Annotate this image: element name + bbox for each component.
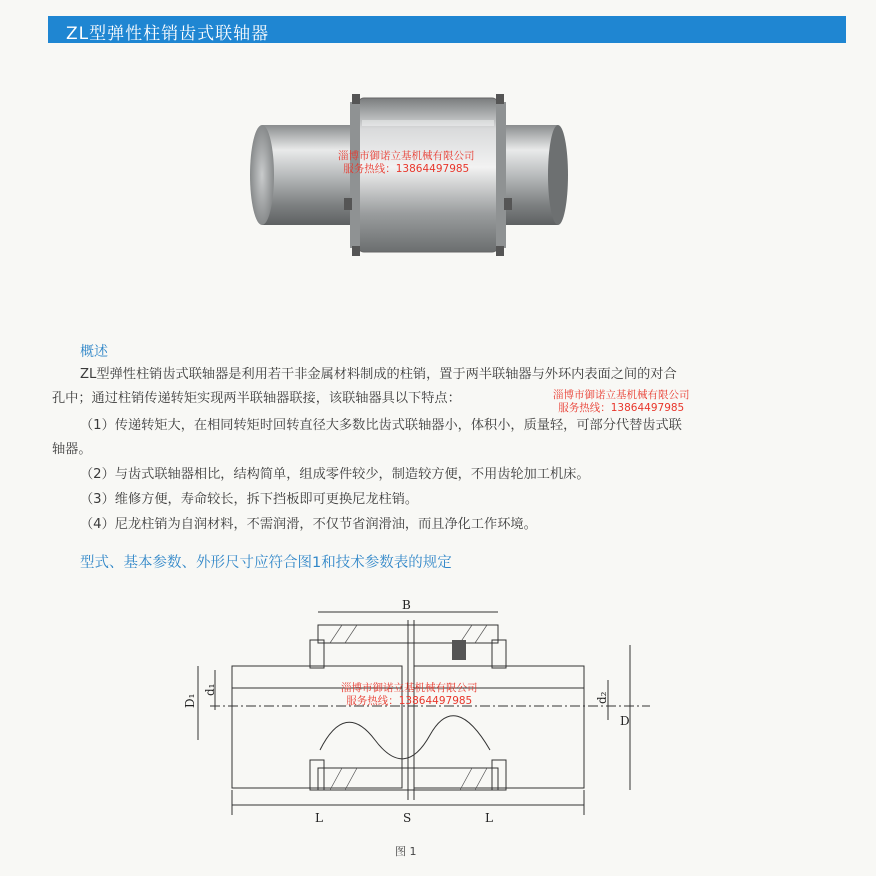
- dim-label-B: B: [402, 600, 411, 612]
- feature-item-2: （2）与齿式联轴器相比，结构简单，组成零件较少，制造较方便，不用齿轮加工机床。: [80, 467, 590, 482]
- dim-label-L-left: L: [315, 811, 323, 825]
- bolt: [504, 198, 512, 210]
- right-hub-face: [548, 125, 568, 225]
- page-title: ZL型弹性柱销齿式联轴器: [66, 24, 270, 44]
- title-bar: [48, 16, 846, 43]
- figure-caption: 图 1: [395, 845, 417, 858]
- feature-item-3: （3）维修方便，寿命较长，拆下挡板即可更换尼龙柱销。: [80, 492, 419, 507]
- right-flange: [496, 102, 506, 248]
- dim-label-D: D: [620, 714, 630, 728]
- bolt: [344, 198, 352, 210]
- spec-heading: 型式、基本参数、外形尺寸应符合图1和技术参数表的规定: [80, 555, 452, 571]
- bolt: [496, 246, 504, 256]
- feature-item-1-line1: （1）传递转矩大，在相同转矩时回转直径大多数比齿式联轴器小，体积小，质量轻，可部分代替齿式联: [80, 418, 682, 433]
- dim-label-S: S: [403, 811, 412, 825]
- watermark-text: 淄博市御诺立基机械有限公司 服务热线：13864497985: [553, 389, 690, 414]
- bolt: [352, 246, 360, 256]
- overview-heading: 概述: [80, 344, 108, 360]
- left-hub-face: [250, 125, 274, 225]
- watermark-photo: 淄博市御诺立基机械有限公司 服务热线：13864497985: [338, 150, 475, 175]
- drawing-pin-detail: [452, 640, 466, 660]
- bolt: [352, 94, 360, 104]
- bolt: [496, 94, 504, 104]
- dim-label-L-right: L: [485, 811, 493, 825]
- drawing-flange-left: [310, 640, 324, 668]
- feature-item-4: （4）尼龙柱销为自润材料，不需润滑，不仅节省润滑油，而且净化工作环境。: [80, 517, 537, 532]
- watermark-drawing: 淄博市御诺立基机械有限公司 服务热线：13864497985: [341, 682, 478, 707]
- overview-para1-line2: 孔中；通过柱销传递转矩实现两半联轴器联接，该联轴器具以下特点：: [52, 391, 461, 406]
- dim-label-D1: D₁: [183, 693, 197, 708]
- dim-label-d1: d₁: [203, 683, 217, 696]
- overview-para1-line1: ZL型弹性柱销齿式联轴器是利用若干非金属材料制成的柱销，置于两半联轴器与外环内表面之间的对合: [80, 367, 677, 382]
- dim-label-d2: d₂: [595, 691, 609, 704]
- drawing-flange-right: [492, 640, 506, 668]
- technical-drawing: [170, 600, 670, 830]
- feature-item-1-line2: 轴器。: [52, 442, 92, 457]
